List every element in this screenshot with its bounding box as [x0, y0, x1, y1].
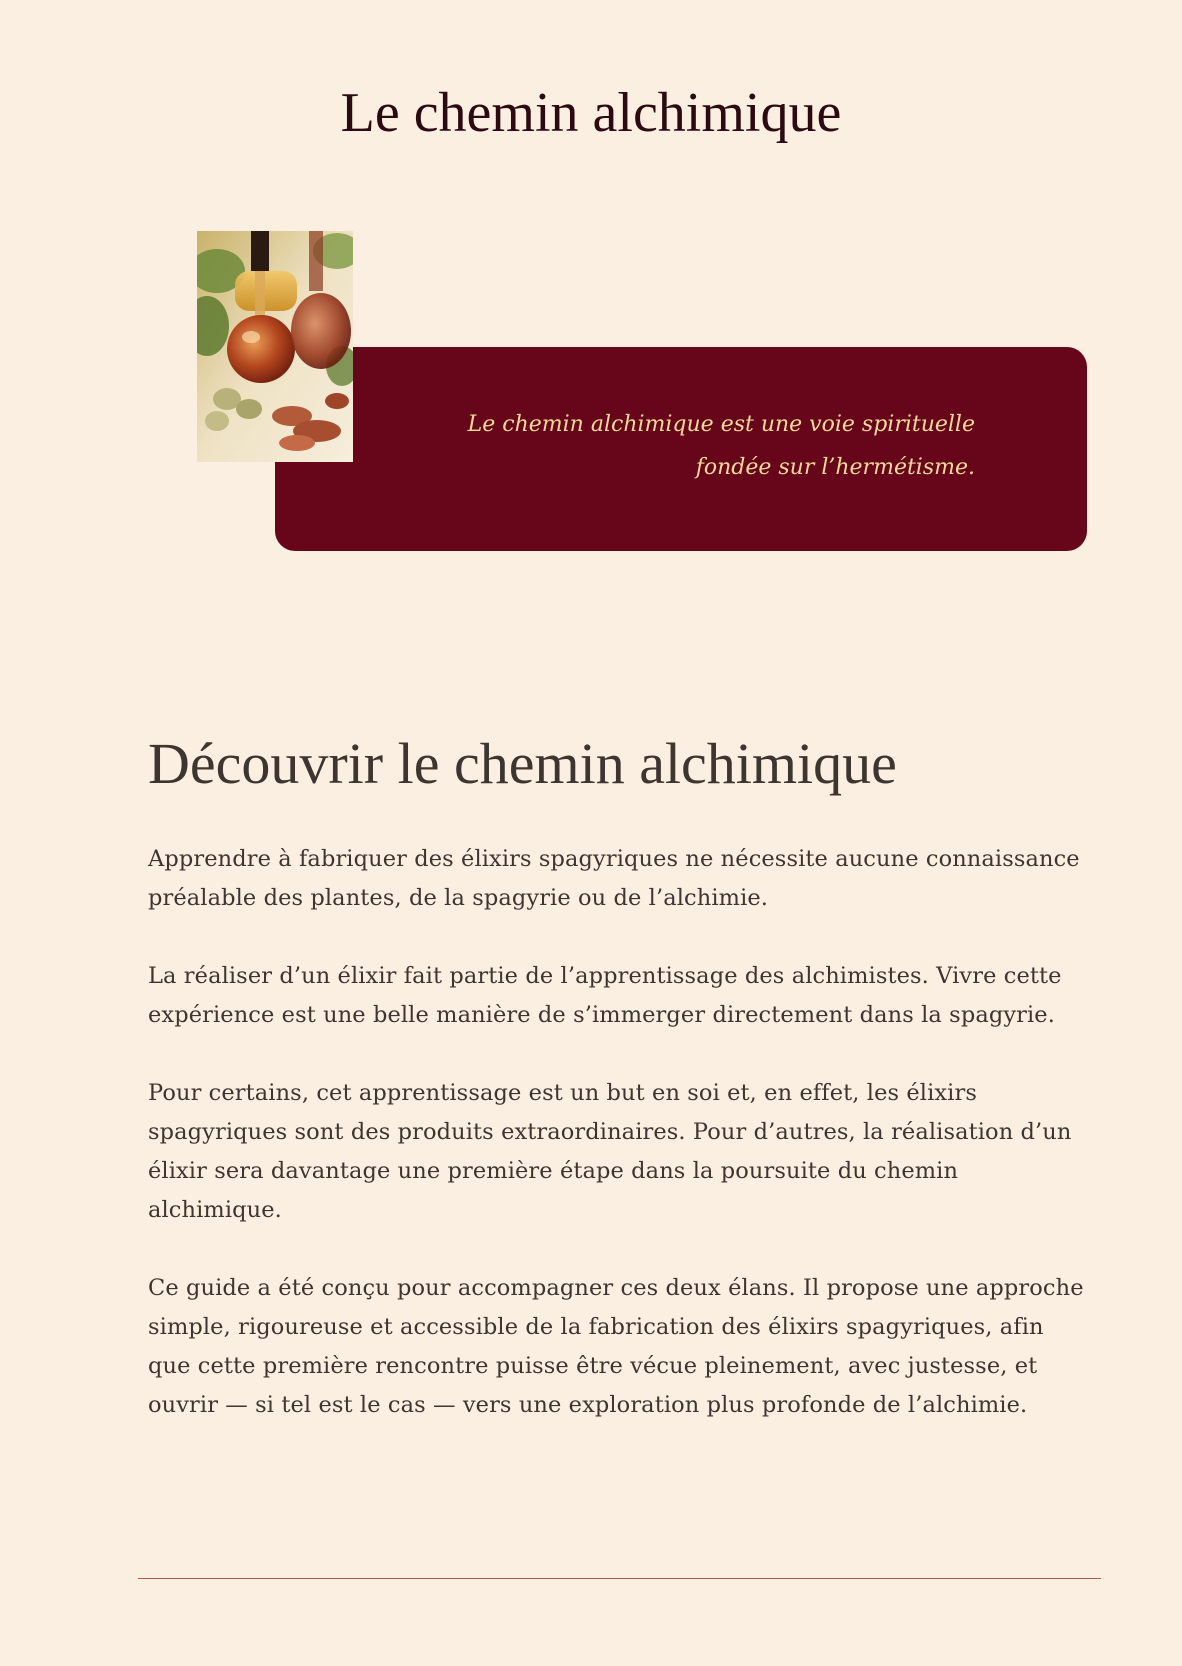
paragraph: Ce guide a été conçu pour accompagner ces deux élans. Il propose une approche simple, rigoureuse et accessible de la fabrication des élixirs spagyriques, afin que cette première rencontre puisse être vécue pleinement, avec justesse, et ouvrir — si tel est le cas — vers une exploration plus profonde de l’alchimie.	[148, 1275, 1084, 1418]
paragraph: Pour certains, cet apprentissage est un but en soi et, en effet, les élixirs spagyriques sont des produits extraordinaires. Pour d’autres, la réalisation d’un élixir sera davantage une première étape dans la poursuite du chemin alchimique.	[148, 1080, 1072, 1223]
body-text	[148, 840, 1088, 1464]
section-heading: Découvrir le chemin alchimique	[148, 731, 897, 796]
quote-line: fondée sur l’hermétisme.	[695, 455, 975, 480]
paragraph: La réaliser d’un élixir fait partie de l’apprentissage des alchimistes. Vivre cette expérience est une belle manière de s’immerger directement dans la spagyrie.	[148, 963, 1062, 1028]
quote-text	[395, 403, 975, 489]
quote-box	[275, 347, 1087, 551]
paragraph: Apprendre à fabriquer des élixirs spagyriques ne nécessite aucune connaissance préalable des plantes, de la spagyrie ou de l’alchimie.	[148, 846, 1080, 911]
page-title: Le chemin alchimique	[340, 82, 842, 144]
hero-photo-illustration	[197, 231, 353, 462]
quote-line: Le chemin alchimique est une voie spirituelle	[467, 412, 975, 437]
divider	[138, 1578, 1101, 1579]
alchemy-flasks-and-herbs-photo	[197, 231, 353, 462]
